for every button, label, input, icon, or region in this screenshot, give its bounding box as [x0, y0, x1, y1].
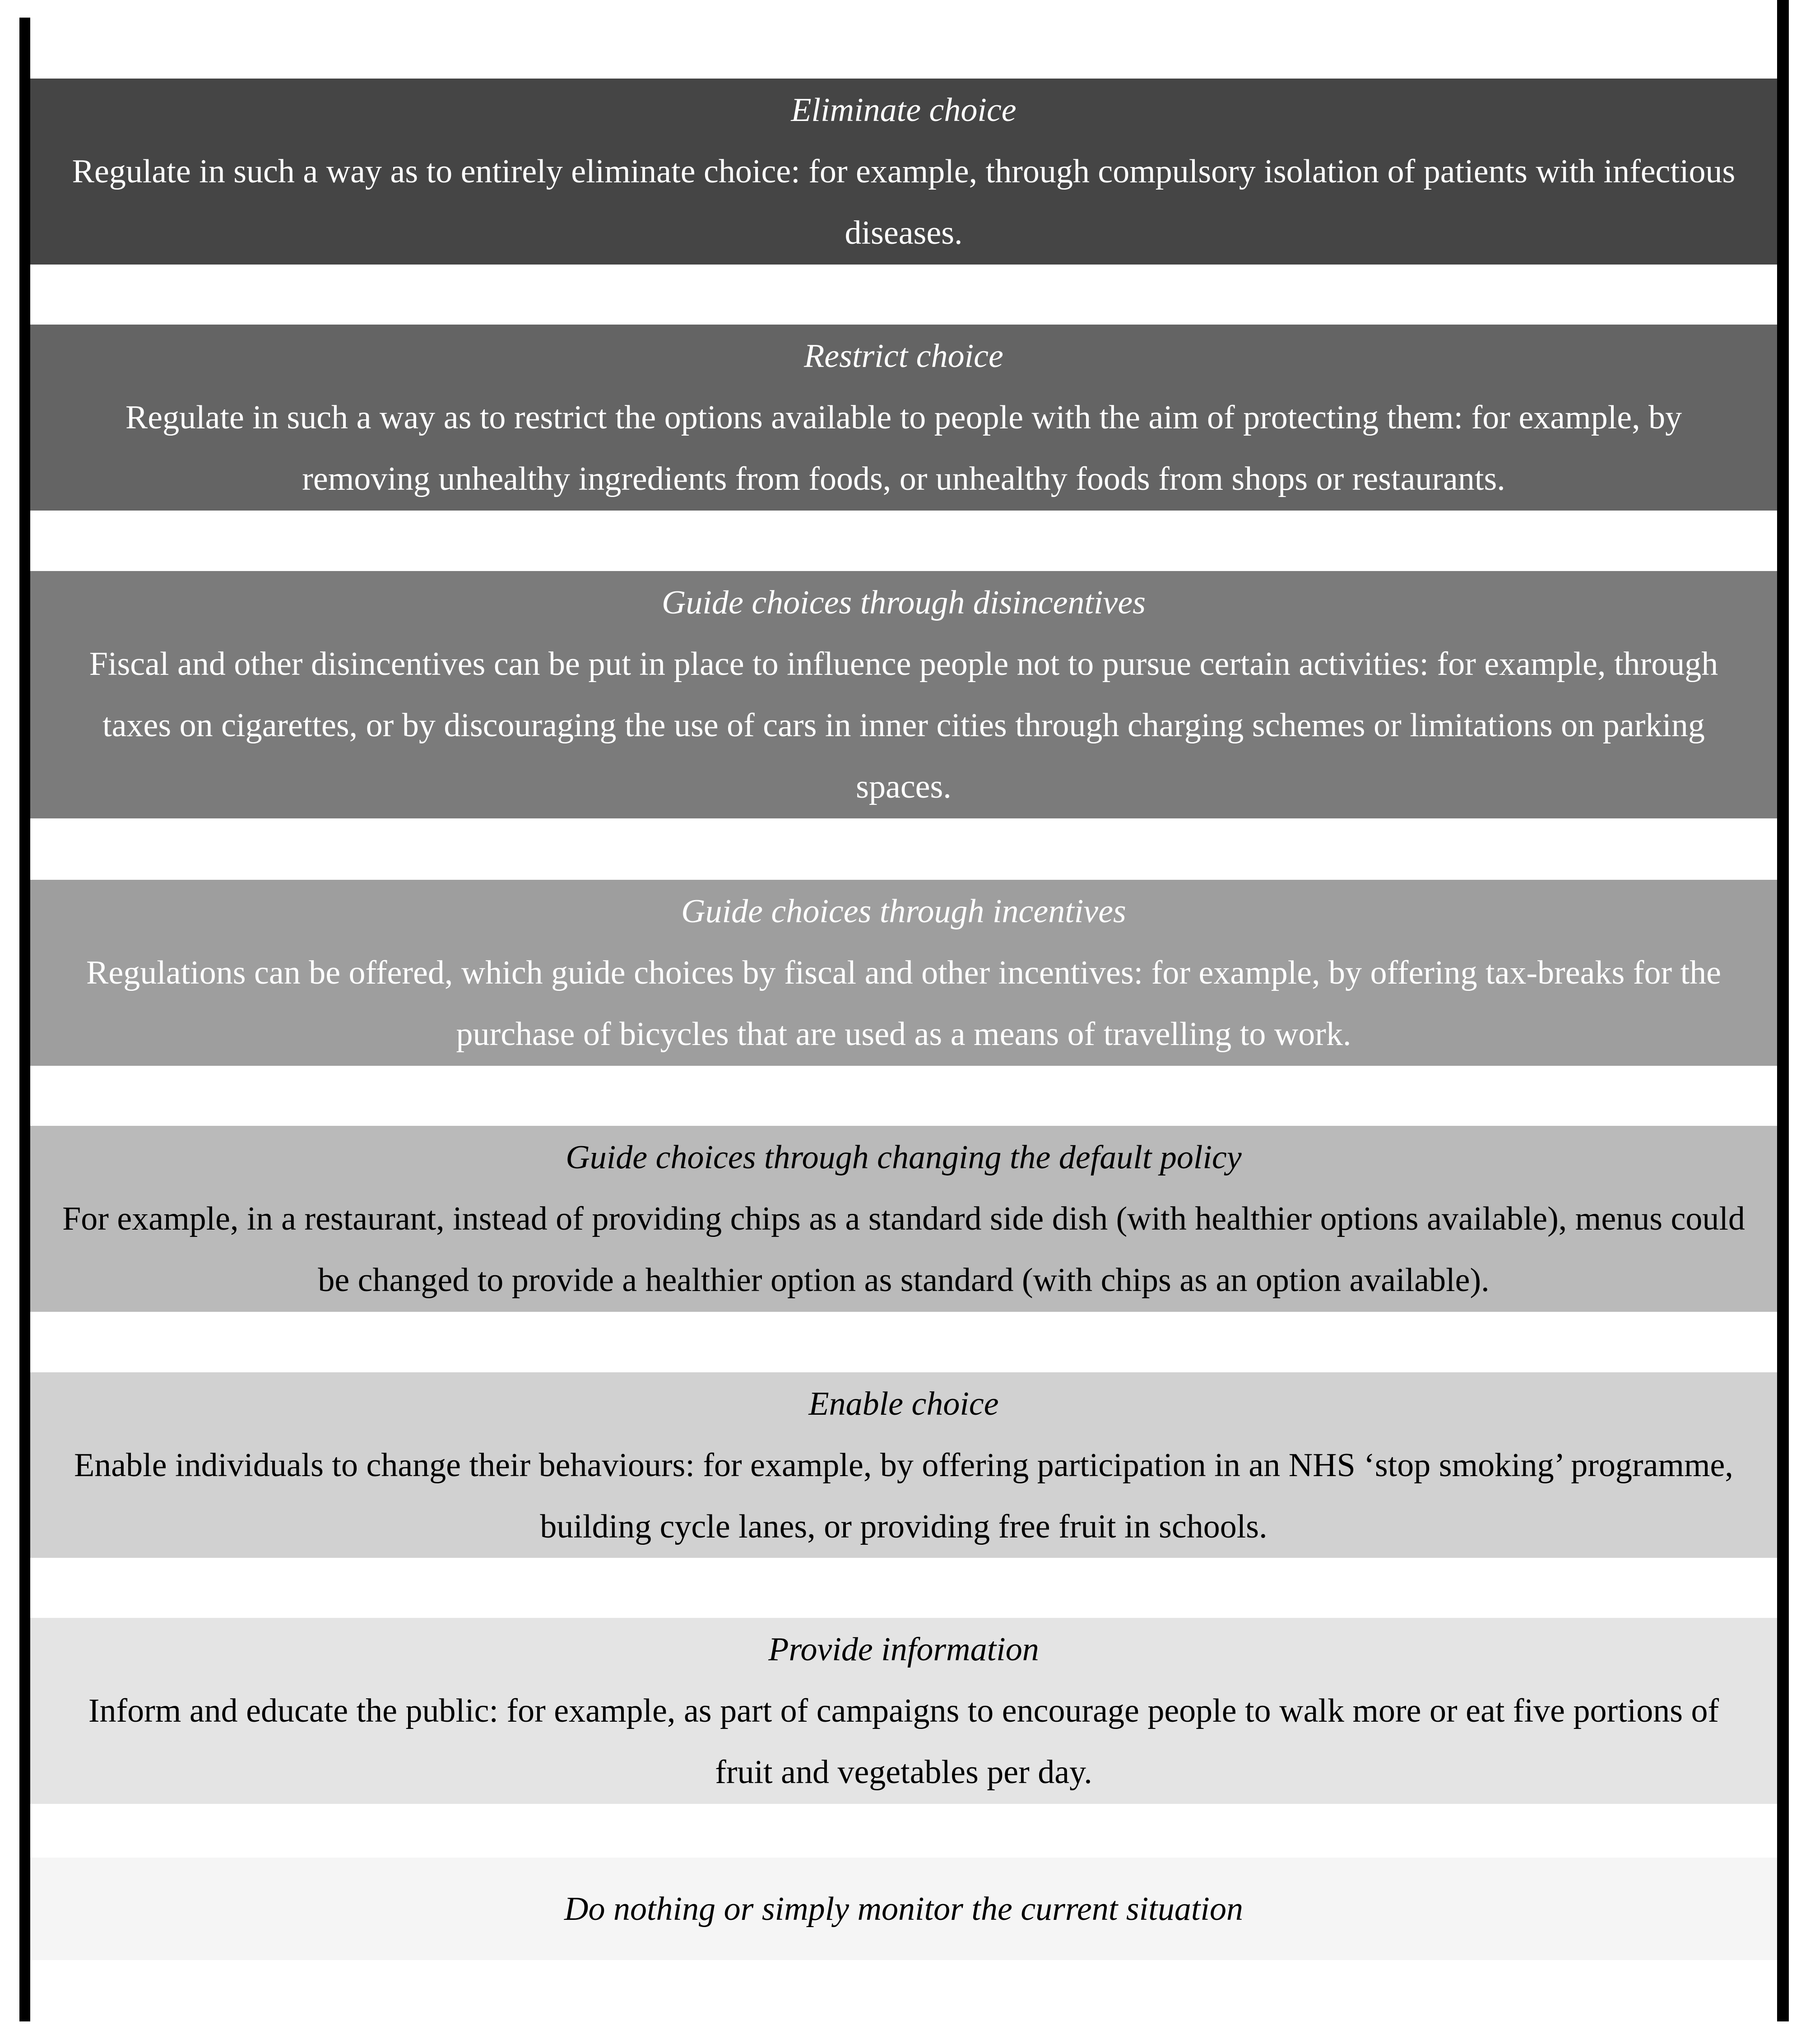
step-description: Fiscal and other disincentives can be put in place to influence people not to pursue certain activities: for example, through taxes on cigarettes, or by discouraging the use of cars in inner cities through charging schemes or limitations on parking spaces. — [89, 646, 1718, 805]
ladder-step-do-nothing — [30, 1858, 1777, 1960]
ladder-step-provide-information — [30, 1618, 1777, 1804]
right-frame-bar — [1777, 0, 1789, 2021]
step-title: Provide information — [768, 1631, 1039, 1668]
ladder-step-disincentives — [30, 571, 1777, 818]
step-title: Eliminate choice — [791, 92, 1017, 129]
step-description: For example, in a restaurant, instead of providing chips as a standard side dish (with healthier options available), menus could be changed to provide a healthier option as standard (with chips as an option available). — [62, 1200, 1745, 1299]
step-description: Regulate in such a way as to restrict the options available to people with the aim of protecting them: for example, by removing unhealthy ingredients from foods, or unhealthy foods from shops or restaurants. — [125, 399, 1682, 497]
step-title: Restrict choice — [804, 338, 1003, 375]
step-title: Enable choice — [808, 1385, 999, 1422]
step-title: Guide choices through changing the default policy — [566, 1139, 1242, 1176]
ladder-step-restrict-choice — [30, 325, 1777, 511]
step-title: Guide choices through disincentives — [661, 584, 1146, 621]
step-description: Inform and educate the public: for example, as part of campaigns to encourage people to walk more or eat five portions of fruit and vegetables per day. — [88, 1692, 1719, 1791]
left-frame-bar — [19, 18, 30, 2021]
ladder-step-eliminate-choice — [30, 79, 1777, 265]
step-description: Regulations can be offered, which guide choices by fiscal and other incentives: for example, by offering tax-breaks for the purchase of bicycles that are used as a means of travelling to work. — [86, 954, 1721, 1053]
ladder-step-enable-choice — [30, 1372, 1777, 1558]
step-title: Guide choices through incentives — [681, 893, 1126, 930]
ladder-step-incentives — [30, 880, 1777, 1066]
step-description: Regulate in such a way as to entirely eliminate choice: for example, through compulsory isolation of patients with infectious diseases. — [72, 153, 1736, 251]
step-title: Do nothing or simply monitor the current situation — [564, 1890, 1243, 1928]
step-description: Enable individuals to change their behaviours: for example, by offering participation in an NHS ‘stop smoking’ programme, building cycle lanes, or providing free fruit in schools. — [74, 1446, 1733, 1545]
ladder-step-default-policy — [30, 1126, 1777, 1312]
